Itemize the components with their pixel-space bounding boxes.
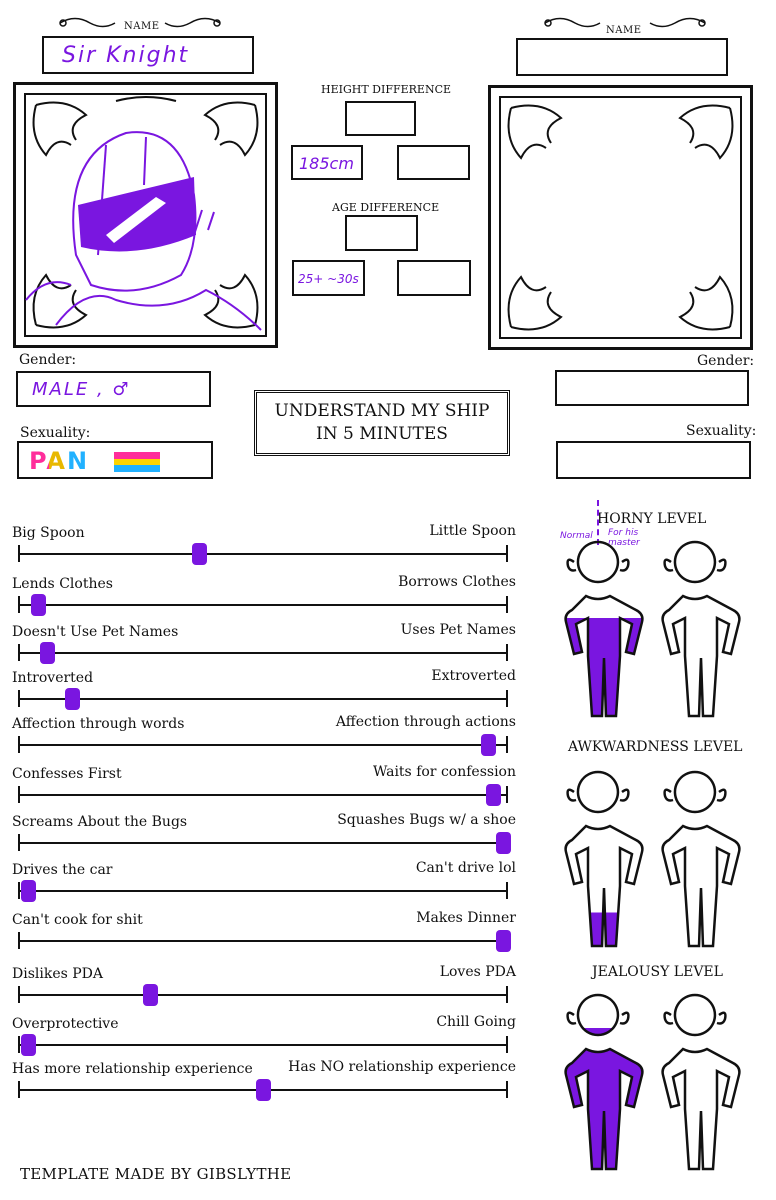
slider-marker[interactable] (21, 1034, 36, 1056)
slider-end-cap (18, 644, 20, 661)
left-sexuality-label: Sexuality: (20, 425, 91, 441)
ship-title-line1: UNDERSTAND MY SHIP (274, 401, 490, 421)
age-left-value: 25+ ~30s (298, 272, 359, 286)
left-name-value: Sir Knight (62, 43, 190, 68)
slider-left-label: Dislikes PDA (12, 966, 103, 982)
slider-track[interactable] (18, 744, 508, 746)
slider-marker[interactable] (40, 642, 55, 664)
slider-end-cap (506, 596, 508, 613)
slider-marker[interactable] (481, 734, 496, 756)
awkwardness-level-title: AWKWARDNESS LEVEL (568, 739, 743, 755)
slider-end-cap (18, 545, 20, 562)
left-gender-value: MALE , ♂ (32, 379, 131, 400)
slider-end-cap (506, 882, 508, 899)
slider-end-cap (18, 986, 20, 1003)
slider-row[interactable] (10, 716, 520, 756)
slider-end-cap (506, 545, 508, 562)
slider-left-label: Confesses First (12, 766, 122, 782)
slider-row[interactable] (10, 1061, 520, 1101)
slider-right-label: Affection through actions (335, 714, 516, 730)
slider-marker[interactable] (143, 984, 158, 1006)
height-left-value: 185cm (299, 154, 354, 173)
age-left-field[interactable] (292, 260, 365, 296)
person-outline-icon (645, 532, 745, 747)
person-outline-icon (548, 532, 648, 747)
slider-end-cap (506, 736, 508, 753)
slider-end-cap (18, 690, 20, 707)
right-portrait-frame[interactable] (488, 85, 753, 350)
slider-row[interactable] (10, 1016, 520, 1056)
slider-row[interactable] (10, 670, 520, 710)
slider-end-cap (506, 690, 508, 707)
slider-end-cap (18, 786, 20, 803)
slider-track[interactable] (18, 940, 508, 942)
slider-marker[interactable] (486, 784, 501, 806)
age-top-field[interactable] (345, 215, 418, 251)
slider-end-cap (506, 986, 508, 1003)
slider-left-label: Doesn't Use Pet Names (12, 624, 179, 640)
slider-left-label: Affection through words (12, 716, 185, 732)
height-left-field[interactable] (291, 145, 363, 180)
height-top-field[interactable] (345, 101, 416, 136)
slider-track[interactable] (18, 553, 508, 555)
slider-left-label: Can't cook for shit (12, 912, 143, 928)
slider-marker[interactable] (496, 832, 511, 854)
slider-end-cap (506, 786, 508, 803)
slider-right-label: Squashes Bugs w/ a shoe (337, 812, 516, 828)
slider-right-label: Chill Going (436, 1014, 516, 1030)
knight-helmet-drawing-icon (16, 85, 275, 345)
person-outline-icon (645, 762, 745, 977)
left-name-tag: NAME (124, 21, 160, 32)
slider-row[interactable] (10, 525, 520, 565)
slider-left-label: Overprotective (12, 1016, 119, 1032)
slider-row[interactable] (10, 912, 520, 952)
slider-track[interactable] (18, 1044, 508, 1046)
jealousy-level-title: JEALOUSY LEVEL (592, 964, 723, 980)
slider-marker[interactable] (65, 688, 80, 710)
slider-row[interactable] (10, 766, 520, 806)
slider-right-label: Has NO relationship experience (288, 1059, 516, 1075)
left-sexuality-value: PAN (29, 447, 90, 475)
slider-end-cap (18, 1036, 20, 1053)
slider-marker[interactable] (496, 930, 511, 952)
person-outline-icon (645, 985, 745, 1200)
slider-track[interactable] (18, 794, 508, 796)
slider-left-label: Lends Clothes (12, 576, 113, 592)
slider-row[interactable] (10, 624, 520, 664)
slider-end-cap (18, 932, 20, 949)
slider-end-cap (506, 644, 508, 661)
ship-title-line2: IN 5 MINUTES (316, 424, 448, 444)
pan-flag-icon (114, 452, 160, 472)
slider-track[interactable] (18, 652, 508, 654)
slider-left-label: Has more relationship experience (12, 1061, 253, 1077)
slider-right-label: Waits for confession (372, 764, 516, 780)
slider-track[interactable] (18, 698, 508, 700)
horny-level-title: HORNY LEVEL (597, 511, 707, 527)
template-credit: TEMPLATE MADE BY GIBSLYTHE (20, 1165, 292, 1183)
left-gender-label: Gender: (19, 352, 77, 368)
slider-right-label: Makes Dinner (416, 910, 516, 926)
age-right-field[interactable] (397, 260, 471, 296)
right-name-tag: NAME (606, 25, 642, 36)
slider-left-label: Screams About the Bugs (12, 814, 188, 830)
height-difference-title: HEIGHT DIFFERENCE (321, 83, 452, 96)
slider-left-label: Drives the car (12, 862, 113, 878)
left-gender-field[interactable] (16, 371, 211, 407)
slider-marker[interactable] (31, 594, 46, 616)
person-outline-icon (548, 762, 648, 977)
slider-left-label: Introverted (12, 670, 94, 686)
slider-right-label: Loves PDA (439, 964, 516, 980)
slider-right-label: Extroverted (431, 668, 516, 684)
left-name-field[interactable] (42, 36, 254, 74)
left-sexuality-field[interactable] (17, 441, 213, 479)
slider-right-label: Uses Pet Names (400, 622, 516, 638)
horny-annotation-right: For his master (608, 528, 640, 548)
slider-track[interactable] (18, 890, 508, 892)
height-right-field[interactable] (397, 145, 470, 180)
ship-title-box (254, 390, 510, 456)
flourish-corners-icon (491, 88, 750, 347)
slider-row[interactable] (10, 862, 520, 902)
slider-track[interactable] (18, 842, 508, 844)
slider-end-cap (18, 736, 20, 753)
slider-track[interactable] (18, 604, 508, 606)
right-sexuality-label: Sexuality: (686, 423, 757, 439)
horny-annotation-left: Normal (560, 531, 593, 541)
slider-row[interactable] (10, 966, 520, 1006)
slider-marker[interactable] (256, 1079, 271, 1101)
right-sexuality-field[interactable] (556, 441, 751, 479)
slider-end-cap (18, 596, 20, 613)
left-portrait-frame[interactable] (13, 82, 278, 348)
slider-end-cap (506, 1036, 508, 1053)
slider-track[interactable] (18, 994, 508, 996)
slider-left-label: Big Spoon (12, 525, 85, 541)
right-name-field[interactable] (516, 38, 728, 76)
age-difference-title: AGE DIFFERENCE (332, 201, 440, 214)
person-outline-icon (548, 985, 648, 1200)
right-gender-field[interactable] (555, 370, 749, 406)
slider-row[interactable] (10, 814, 520, 854)
slider-right-label: Can't drive lol (415, 860, 516, 876)
slider-marker[interactable] (21, 880, 36, 902)
slider-end-cap (506, 1081, 508, 1098)
slider-right-label: Borrows Clothes (398, 574, 516, 590)
slider-row[interactable] (10, 576, 520, 616)
slider-end-cap (18, 834, 20, 851)
right-gender-label: Gender: (697, 353, 755, 369)
slider-right-label: Little Spoon (429, 523, 516, 539)
slider-marker[interactable] (192, 543, 207, 565)
slider-end-cap (18, 882, 20, 899)
slider-end-cap (18, 1081, 20, 1098)
